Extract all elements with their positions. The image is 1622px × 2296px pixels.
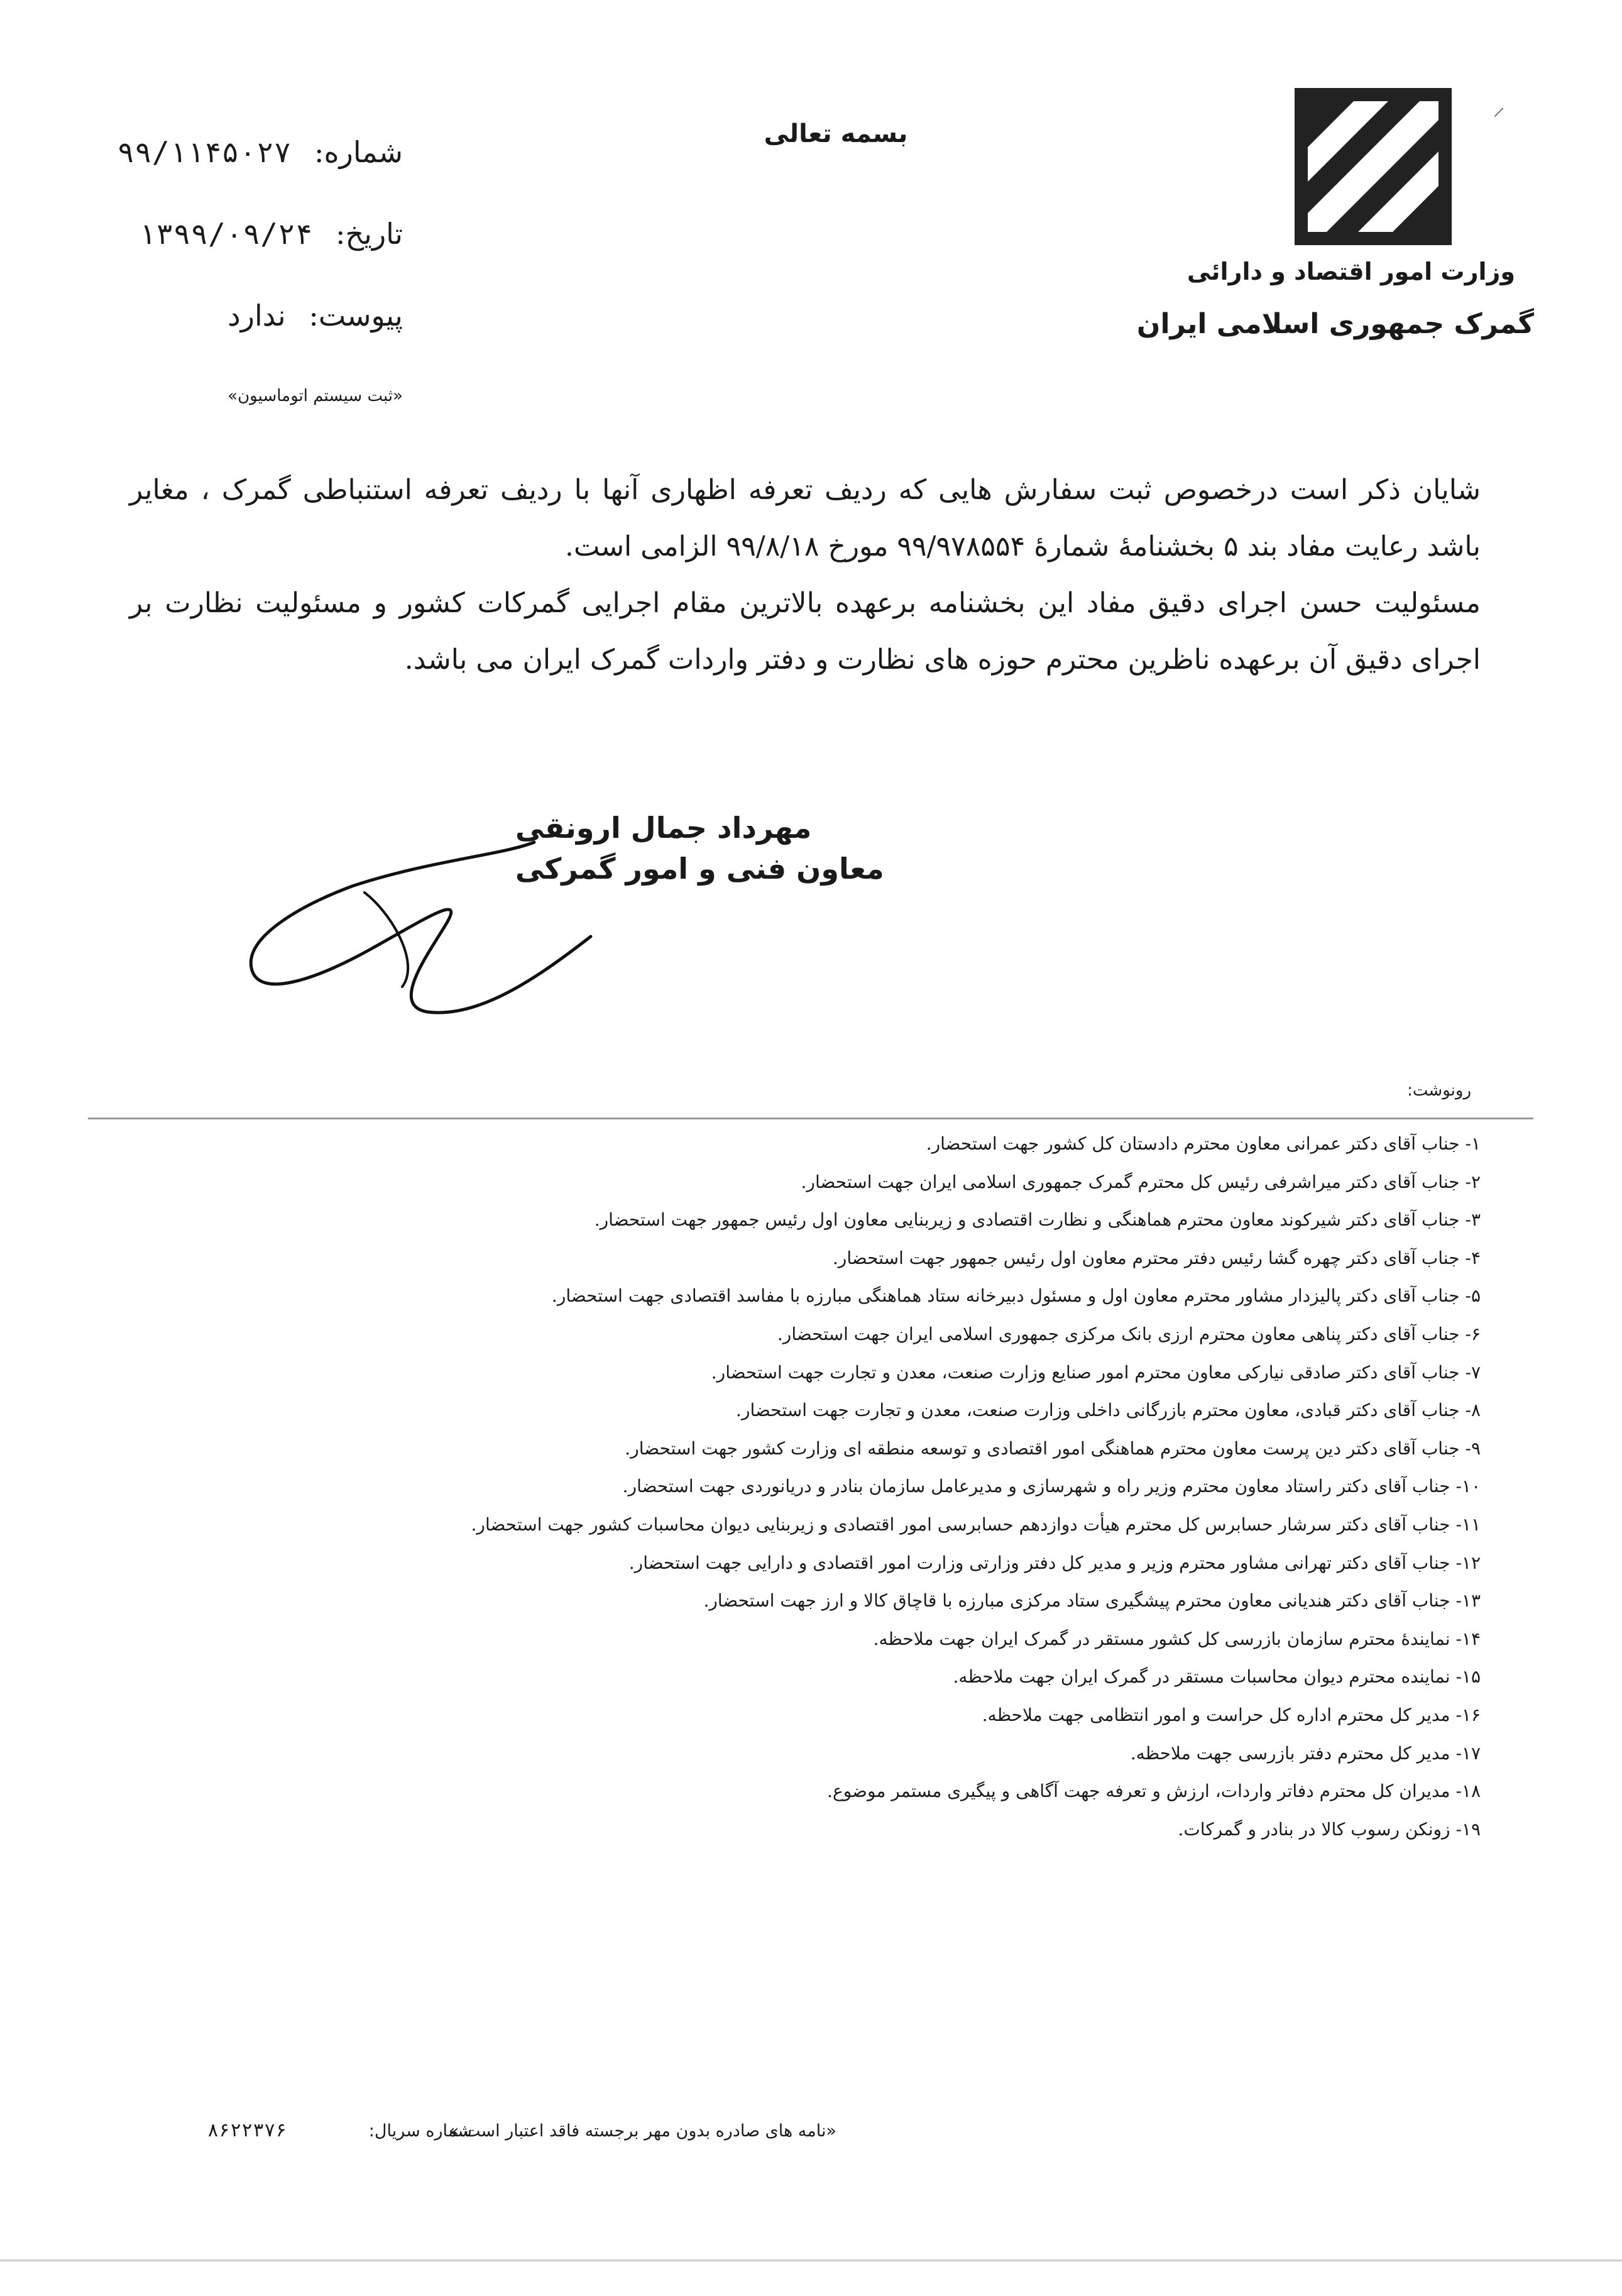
copy-item: ۱۳- جناب آقای دکتر هندیانی معاون محترم پیشگیری ستاد مرکزی مبارزه با قاچاق کالا و ارز جهت استحضار. [703, 1590, 1481, 1612]
signatory-name: مهرداد جمال ارونقی [515, 811, 812, 845]
body-paragraph-1: شایان ذکر است درخصوص ثبت سفارش هایی که ردیف تعرفه اظهاری آنها با ردیف تعرفه استنباطی گمرک ، مغایر باشد رعایت مفاد بند ۵ بخشنامهٔ شمارهٔ ۹۹/۹۷۸۵۵۴ مورخ ۹۹/۸/۱۸ الزامی است. [129, 474, 1481, 563]
stamp-validity-note: «نامه های صادره بدون مهر برجسته فاقد اعتبار است.» [448, 2121, 836, 2141]
attachment-label: پیوست: [309, 299, 403, 332]
letter-date-label: تاریخ: [335, 217, 403, 251]
copy-item: ۱۹- زونکن رسوب کالا در بنادر و گمرکات. [1178, 1818, 1481, 1840]
copy-item: ۲- جناب آقای دکتر میراشرفی رئیس کل محترم گمرک جمهوری اسلامی ایران جهت استحضار. [801, 1171, 1481, 1192]
organization-name: گمرک جمهوری اسلامی ایران [1136, 308, 1534, 340]
copy-item: ۱۸- مدیران کل محترم دفاتر واردات، ارزش و تعرفه جهت آگاهی و پیگیری مستمر موضوع. [827, 1781, 1481, 1802]
signature-scribble [239, 817, 616, 1018]
copy-item: ۱۴- نمایندهٔ محترم سازمان بازرسی کل کشور مستقر در گمرک ایران جهت ملاحظه. [873, 1628, 1481, 1649]
signatory-title: معاون فنی و امور گمرکی [515, 852, 884, 886]
copy-item: ۱- جناب آقای دکتر عمرانی معاون محترم دادستان کل کشور جهت استحضار. [926, 1133, 1481, 1154]
copy-item: ۴- جناب آقای دکتر چهره گشا رئیس دفتر محترم معاون اول رئیس جمهور جهت استحضار. [832, 1247, 1481, 1268]
letter-body [129, 462, 1481, 688]
copies-list [35, 1125, 1481, 1848]
copy-item: ۳- جناب آقای دکتر شیرکوند معاون محترم هماهنگی و نظارت اقتصادی و زیربنایی معاون اول رئیس جمهور جهت استحضار. [594, 1209, 1481, 1231]
attachment-value: ندارد [227, 299, 286, 332]
ministry-name: وزارت امور اقتصاد و دارائی [1186, 258, 1515, 285]
copies-divider [88, 1118, 1533, 1119]
copy-item: ۹- جناب آقای دکتر دین پرست معاون محترم هماهنگی امور اقتصادی و توسعه منطقه ای وزارت کشور جهت استحضار. [625, 1437, 1481, 1459]
copy-item: ۱۵- نماینده محترم دیوان محاسبات مستقر در گمرک ایران جهت ملاحظه. [953, 1666, 1481, 1688]
letter-date [138, 217, 403, 251]
letter-number-label: شماره: [314, 135, 403, 169]
stray-mark: ⸝ [1493, 92, 1505, 121]
body-paragraph-2: مسئولیت حسن اجرای دقیق مفاد این بخشنامه برعهده بالاترین مقام اجرایی گمرکات کشور و مسئولیت نظارت بر اجرای دقیق آن برعهده ناظرین محترم حوزه های نظارت و دفتر واردات گمرک ایران می باشد. [129, 587, 1481, 676]
bismillah-heading: بسمه تعالی [764, 119, 908, 148]
scan-bottom-edge [0, 2260, 1622, 2261]
copy-item: ۸- جناب آقای دکتر قبادی، معاون محترم بازرگانی داخلی وزارت صنعت، معدن و تجارت جهت استحضار. [736, 1400, 1481, 1421]
copy-item: ۵- جناب آقای دکتر پالیزدار مشاور محترم معاون اول و مسئول دبیرخانه ستاد هماهنگی مبارزه با مفاسد اقتصادی جهت استحضار. [551, 1285, 1481, 1307]
copy-item: ۱۲- جناب آقای دکتر تهرانی مشاور محترم وزیر و مدیر کل دفتر وزارتی وزارت امور اقتصادی و دارایی جهت استحضار. [628, 1552, 1481, 1573]
letter-number-value: ۹۹/۱۱۴۵۰۲۷ [117, 135, 292, 169]
copy-item: ۱۷- مدیر کل محترم دفتر بازرسی جهت ملاحظه. [1130, 1742, 1481, 1764]
letter-number [117, 135, 403, 169]
copy-item: ۱۶- مدیر کل محترم اداره کل حراست و امور انتظامی جهت ملاحظه. [982, 1704, 1481, 1725]
automation-note: «ثبت سیستم اتوماسیون» [227, 387, 403, 405]
customs-logo-icon [1295, 88, 1452, 245]
copy-item: ۱۱- جناب آقای دکتر سرشار حسابرس کل محترم هیأت دوازدهم حسابرسی امور اقتصادی و زیربنایی دیوان محاسبات کشور جهت استحضار. [471, 1513, 1481, 1535]
copy-item: ۷- جناب آقای دکتر صادقی نیارکی معاون محترم امور صنایع وزارت صنعت، معدن و تجارت جهت استحضار. [711, 1361, 1481, 1383]
serial-number-value: ۸۶۲۲۳۷۶ [207, 2119, 287, 2141]
copy-item: ۶- جناب آقای دکتر پناهی معاون محترم ارزی بانک مرکزی جمهوری اسلامی ایران جهت استحضار. [777, 1323, 1481, 1344]
attachment [227, 299, 403, 332]
copies-label: رونوشت: [1407, 1081, 1471, 1100]
copy-item: ۱۰- جناب آقای دکتر راستاد معاون محترم وزیر راه و شهرسازی و مدیرعامل سازمان بنادر و دریانوردی جهت استحضار. [622, 1476, 1481, 1497]
serial-number-label: شماره سریال: [368, 2121, 472, 2141]
letter-date-value: ۱۳۹۹/۰۹/۲۴ [138, 217, 313, 251]
